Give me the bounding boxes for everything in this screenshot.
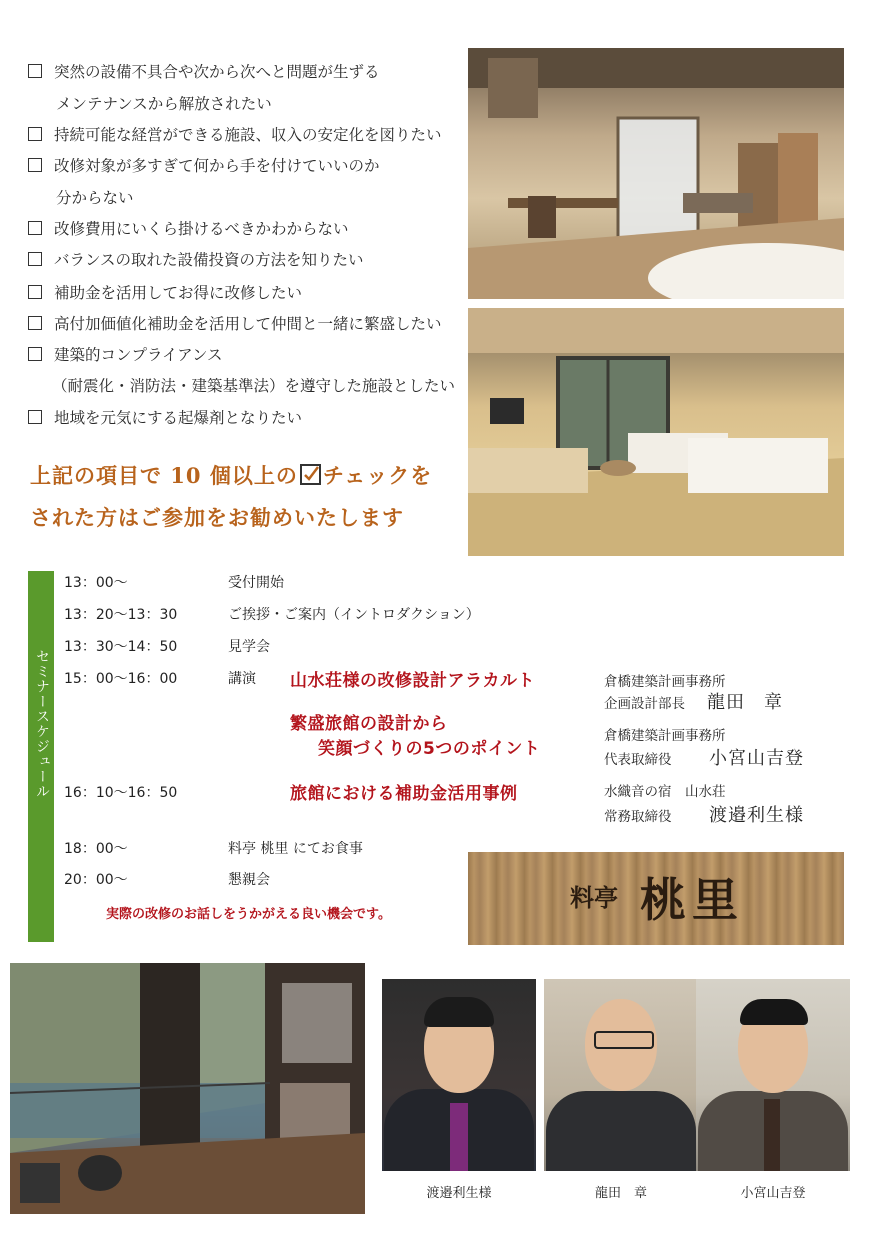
checkbox-icon	[28, 64, 42, 78]
checked-box-icon	[300, 464, 321, 485]
schedule-time: 13：20～13：30	[64, 607, 178, 623]
schedule-time: 13：30～14：50	[64, 639, 178, 655]
checklist-item: 突然の設備不具合や次から次へと問題が生ずる	[28, 60, 380, 82]
schedule-item: 料亭 桃里 にてお食事	[228, 841, 363, 857]
talk-title: 繁盛旅館の設計から	[290, 714, 448, 734]
checkbox-icon	[28, 285, 42, 299]
checkbox-icon	[28, 158, 42, 172]
schedule-item: 見学会	[228, 639, 270, 655]
schedule-time: 18：00～	[64, 841, 128, 857]
guest-room-photo	[468, 48, 844, 299]
portrait-caption: 小宮山吉登	[740, 1186, 806, 1201]
checklist-item-continuation: （耐震化・消防法・建築基準法）を遵守した施設としたい	[52, 377, 456, 395]
portrait-photo	[696, 979, 850, 1171]
checkbox-icon	[28, 127, 42, 141]
checkbox-icon	[28, 221, 42, 235]
checkbox-icon	[28, 410, 42, 424]
portrait-caption: 渡邉利生様	[426, 1186, 492, 1201]
checklist-item: 補助金を活用してお得に改修したい	[28, 281, 302, 303]
speaker-name: 渡邉利生様	[709, 805, 804, 826]
talk-title: 旅館における補助金活用事例	[290, 784, 518, 804]
schedule-item: 講演	[228, 671, 256, 687]
speaker-name: 小宮山吉登	[709, 748, 804, 769]
cta-line-2: された方はご参加をお勧めいたします	[30, 505, 404, 530]
checklist-item: バランスの取れた設備投資の方法を知りたい	[28, 248, 364, 270]
speaker-org: 倉橋建築計画事務所	[604, 674, 726, 690]
schedule-item: 受付開始	[228, 575, 284, 591]
checklist-item: 高付加価値化補助金を活用して仲間と一緒に繁盛したい	[28, 312, 442, 334]
open-air-bath-balcony-photo	[10, 963, 365, 1214]
checkbox-icon	[28, 316, 42, 330]
schedule-time: 20：00～	[64, 872, 128, 888]
schedule-item: 懇親会	[228, 872, 270, 888]
checklist-item: 建築的コンプライアンス	[28, 343, 223, 365]
talk-title: 山水荘様の改修設計アラカルト	[290, 671, 535, 691]
checklist-item: 地域を元気にする起爆剤となりたい	[28, 406, 302, 428]
tatami-bedroom-photo	[468, 308, 844, 556]
portrait-photo	[382, 979, 536, 1171]
restaurant-signboard-photo	[468, 852, 844, 945]
cta-line-1: 上記の項目で 10 個以上の チェックを	[30, 463, 433, 488]
talk-title: 笑顔づくりの5つのポイント	[318, 739, 541, 759]
portrait-caption: 龍田 章	[594, 1186, 647, 1201]
speaker-role: 代表取締役	[604, 752, 672, 768]
schedule-time: 13：00～	[64, 575, 128, 591]
signboard-small-text: 料亭	[570, 883, 618, 912]
checkbox-icon	[28, 347, 42, 361]
schedule-item: ご挨拶・ご案内（イントロダクション）	[228, 607, 480, 623]
speaker-role: 企画設計部長	[604, 696, 685, 712]
speaker-name: 龍田 章	[707, 692, 783, 713]
schedule-sidebar	[28, 571, 54, 942]
speaker-role: 常務取締役	[604, 809, 672, 825]
speaker-org: 倉橋建築計画事務所	[604, 728, 726, 744]
signboard-large-text: 桃里	[640, 873, 744, 927]
schedule-time: 16：10～16：50	[64, 785, 178, 801]
checklist-item: 改修対象が多すぎて何から手を付けていいのか	[28, 154, 380, 176]
checklist-item-continuation: 分からない	[56, 189, 134, 207]
schedule-sidebar-label: セミナースケジュール	[34, 649, 50, 799]
checklist-item: 持続可能な経営ができる施設、収入の安定化を図りたい	[28, 123, 442, 145]
schedule-note: 実際の改修のお話しをうかがえる良い機会です。	[106, 907, 391, 922]
checklist-item-continuation: メンテナンスから解放されたい	[56, 95, 272, 113]
speaker-org: 水織音の宿 山水荘	[604, 784, 726, 800]
checklist-item: 改修費用にいくら掛けるべきかわからない	[28, 217, 349, 239]
portrait-photo	[544, 979, 698, 1171]
checkbox-icon	[28, 252, 42, 266]
schedule-time: 15：00～16：00	[64, 671, 178, 687]
